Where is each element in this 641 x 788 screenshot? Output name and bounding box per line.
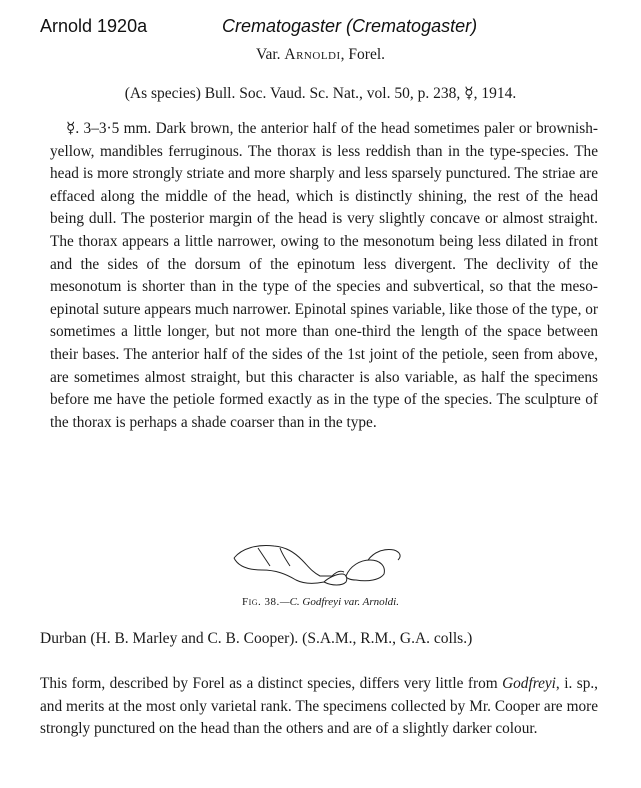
suture-line [280, 548, 290, 566]
petiole-node-2 [346, 560, 384, 581]
gaster-outline [368, 549, 400, 560]
locality-record: Durban (H. B. Marley and C. B. Cooper). (S.A.M., R.M., G.A. colls.) [40, 630, 473, 647]
taxon-name: Arnoldi [284, 46, 341, 63]
taxon-author: , Forel. [340, 46, 385, 63]
ant-petiole-figure [228, 536, 408, 600]
description-paragraph: ☿. 3–3·5 mm. Dark brown, the anterior half of the head sometimes paler or brownish-yellow, mandibles ferruginous. The thorax is less reddish than in the type-species. The head is more strongly striate and more sharply and less sparsely punctured. The striae are effaced along the middle of the head, which is distinctly shining, the rest of the head being dull. The posterior margin of the head is very slightly concave or almost straight. The thorax appears a little narrower, owing to the mesonotum being less dilated in front and the sides of the dorsum of the epinotum less divergent. The declivity of the mesonotum is shorter than in the type of the species and subvertical, so that the meso-epinotal suture appears much narrower. Epinotal spines variable, like those of the type, or sometimes a little longer, but not more than one-third the length of the space between their bases. The anterior half of the sides of the 1st joint of the petiole, seen from above, are sometimes almost straight, but this character is also variable, as half the specimens before me have the petiole formed exactly as in the type of the species. The sculpture of the thorax is perhaps a shade coarser than in the type. [50, 120, 598, 431]
remarks-text-2: , i. sp., and merits at the most only varietal rank. The specimens collected by Mr. Cooper are more strongly punctured on the head than the others and are of a slightly darker colour. [40, 675, 598, 738]
figure-caption [0, 596, 641, 608]
suture-line [258, 548, 270, 566]
remarks-paragraph [40, 673, 598, 741]
thorax-lower [234, 558, 324, 583]
taxon-prefix: Var. [255, 46, 285, 63]
taxon-header: Crematogaster (Crematogaster) [222, 16, 478, 36]
petiole-drawing [228, 536, 408, 600]
thorax-outline [234, 546, 344, 577]
remarks-species-name: Godfreyi [502, 675, 556, 692]
taxon-title [0, 46, 641, 64]
reference-header: Arnold 1920a [40, 16, 148, 36]
figure-label: Fig. 38. [242, 596, 280, 608]
figure-title: —C. Godfreyi var. Arnoldi. [279, 596, 399, 608]
remarks-block [40, 673, 598, 741]
remarks-text-1: This form, described by Forel as a distinct species, differs very little from [40, 675, 503, 692]
original-citation: (As species) Bull. Soc. Vaud. Sc. Nat., vol. 50, p. 238, ☿, 1914. [124, 85, 517, 102]
description-block [50, 118, 598, 434]
